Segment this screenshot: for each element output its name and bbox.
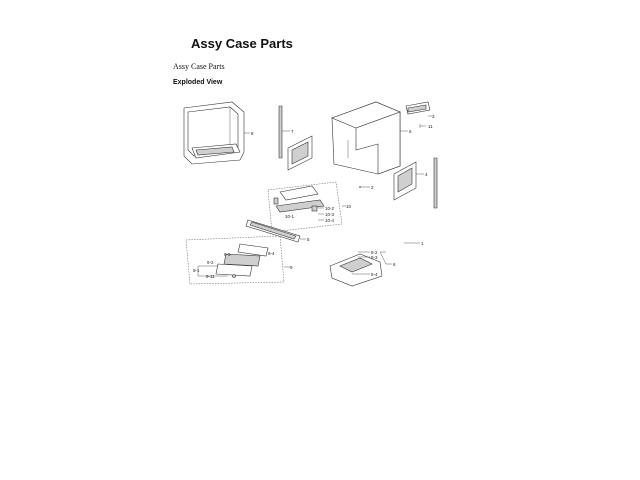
callout-7: 7 xyxy=(291,129,294,134)
callout-10-1: 10-1 xyxy=(285,214,295,219)
control-panel-assembly xyxy=(268,182,346,232)
screw-part xyxy=(420,124,426,128)
front-trim-part xyxy=(246,220,306,242)
callout-9-4: 9-4 xyxy=(268,251,275,256)
callout-10: 10 xyxy=(346,204,352,209)
page-title: Assy Case Parts xyxy=(191,36,293,51)
callout-9-1: 9-1 xyxy=(193,268,200,273)
callout-6: 6 xyxy=(409,129,412,134)
callout-4: 4 xyxy=(425,172,428,177)
callout-9-2: 9-2 xyxy=(207,260,214,265)
callout-8-3: 8-3 xyxy=(371,255,378,260)
callout-9-3: 9-3 xyxy=(224,252,231,257)
callout-8: 8 xyxy=(251,131,254,136)
base-bracket-part xyxy=(330,252,392,286)
outer-case-part xyxy=(332,102,408,174)
right-window-panel-part xyxy=(394,162,424,200)
display-assembly xyxy=(186,236,290,284)
section-heading: Exploded View xyxy=(173,79,223,86)
callout-11: 11 xyxy=(428,124,433,129)
callout-5: 5 xyxy=(307,237,310,242)
pin-part xyxy=(359,186,370,188)
callout-10-2: 10-2 xyxy=(325,206,335,211)
callout-3: 3 xyxy=(432,114,435,119)
case-frame-part xyxy=(184,102,250,164)
left-window-panel-part xyxy=(288,136,312,170)
callout-10-3: 10-3 xyxy=(325,212,335,217)
callout-2: 2 xyxy=(371,185,374,190)
callout-1: 1 xyxy=(421,241,424,246)
callout-8-4: 8-4 xyxy=(371,272,378,277)
right-strip-part xyxy=(434,158,437,208)
top-bracket-part xyxy=(406,102,432,116)
callout-6-bottom: 6 xyxy=(393,262,396,267)
callout-9: 9 xyxy=(290,265,293,270)
callout-8-2: 8-2 xyxy=(371,250,378,255)
callout-10-4: 10-4 xyxy=(325,218,335,223)
page-subtitle: Assy Case Parts xyxy=(173,62,225,71)
callout-9-11: 9-11 xyxy=(206,274,215,279)
